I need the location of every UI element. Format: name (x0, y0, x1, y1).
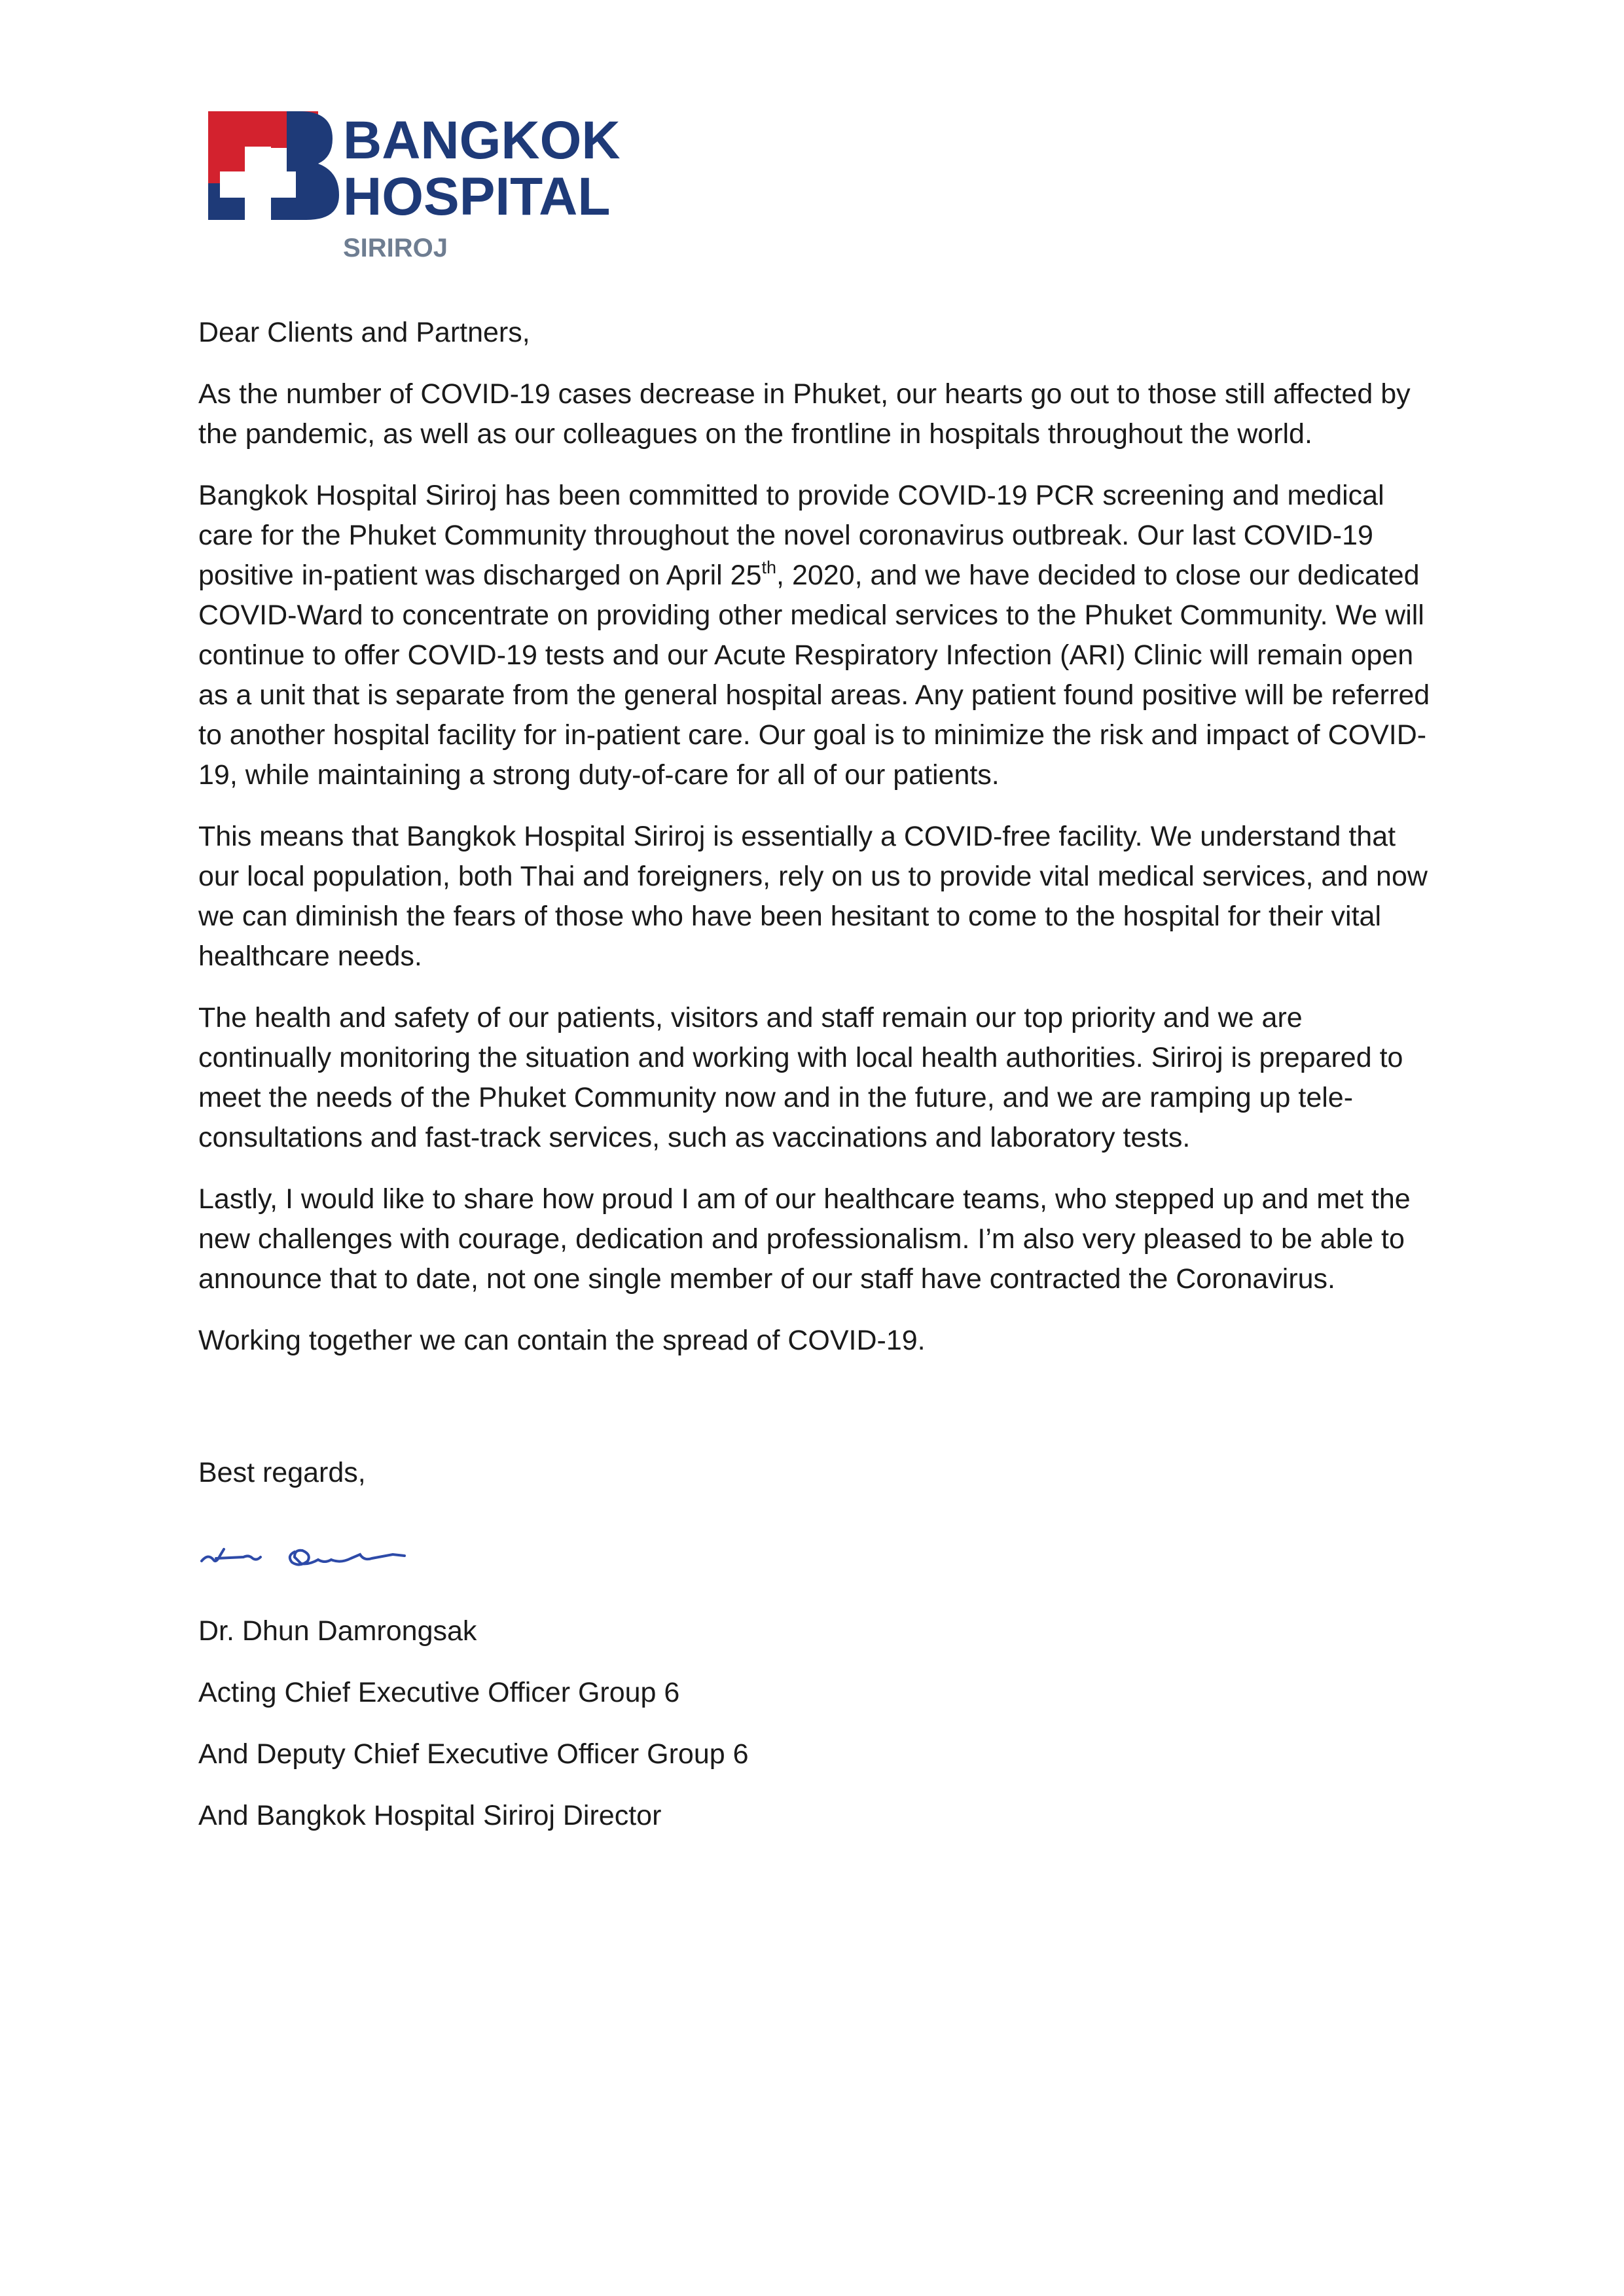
letter-body (198, 313, 1442, 1361)
paragraph-safety: The health and safety of our patients, visitors and staff remain our top priority and we are continually monitoring the situation and working with local health authorities. Siriroj is prepared to meet the needs of the Phuket Community now and in the future, and we are ramping up tele-consultations and fast-track services, such as vaccinations and laboratory tests. (198, 1002, 1403, 1153)
paragraph-services-part2: , 2020, and we have decided to close our dedicated COVID-Ward to concentrate on providing other medical services to the Phuket Community. We will continue to offer COVID-19 tests and our Acute Respiratory Infection (ARI) Clinic will remain open as a unit that is separate from the general hospital areas. Any patient found positive will be referred to another hospital facility for in-patient care. Our goal is to minimize the risk and impact of COVID-19, while maintaining a strong duty-of-care for all of our patients. (198, 560, 1430, 791)
signatory-name: Dr. Dhun Damrongsak (198, 1615, 477, 1647)
signatory-title-2: And Deputy Chief Executive Officer Group 6 (198, 1738, 749, 1770)
paragraph-intro: As the number of COVID-19 cases decrease in Phuket, our hearts go out to those still affected by the pandemic, as well as our colleagues on the frontline in hospitals throughout the world. (198, 378, 1411, 450)
hospital-logo-mark (208, 111, 666, 262)
date-ordinal-suffix: th (761, 557, 777, 577)
cross-emblem-icon (208, 111, 339, 221)
hospital-logo (208, 111, 666, 262)
paragraph-covid-free: This means that Bangkok Hospital Siriroj is essentially a COVID-free facility. We understand that our local population, both Thai and foreigners, rely on us to provide vital medical services, and now we can diminish the fears of those who have been hesitant to come to the hospital for their vital healthcare needs. (198, 821, 1428, 972)
signatory-title-1: Acting Chief Executive Officer Group 6 (198, 1677, 680, 1708)
paragraph-closing-line: Working together we can contain the spread of COVID-19. (198, 1325, 926, 1356)
logo-line-hospital: HOSPITAL (343, 167, 611, 226)
signatory-title-3: And Bangkok Hospital Siriroj Director (198, 1800, 662, 1831)
closing-salutation: Best regards, (198, 1457, 366, 1488)
greeting: Dear Clients and Partners, (198, 317, 530, 348)
signatory-block (198, 1611, 749, 1857)
paragraph-services-part1: Bangkok Hospital Siriroj has been committed to provide COVID-19 PCR screening and medical care for the Phuket Community throughout the novel coronavirus outbreak. Our last COVID-19 positive in-patient was discharged on April 25 (198, 480, 1384, 591)
handwritten-signature (196, 1535, 432, 1574)
paragraph-gratitude: Lastly, I would like to share how proud I am of our healthcare teams, who stepped up and met the new challenges with courage, dedication and professionalism. I’m also very pleased to be able to announce that to date, not one single member of our staff have contracted the Coronavirus. (198, 1183, 1411, 1295)
logo-line-bangkok: BANGKOK (343, 111, 621, 170)
paragraph-services (198, 476, 1442, 795)
logo-line-siriroj: SIRIROJ (343, 234, 448, 262)
